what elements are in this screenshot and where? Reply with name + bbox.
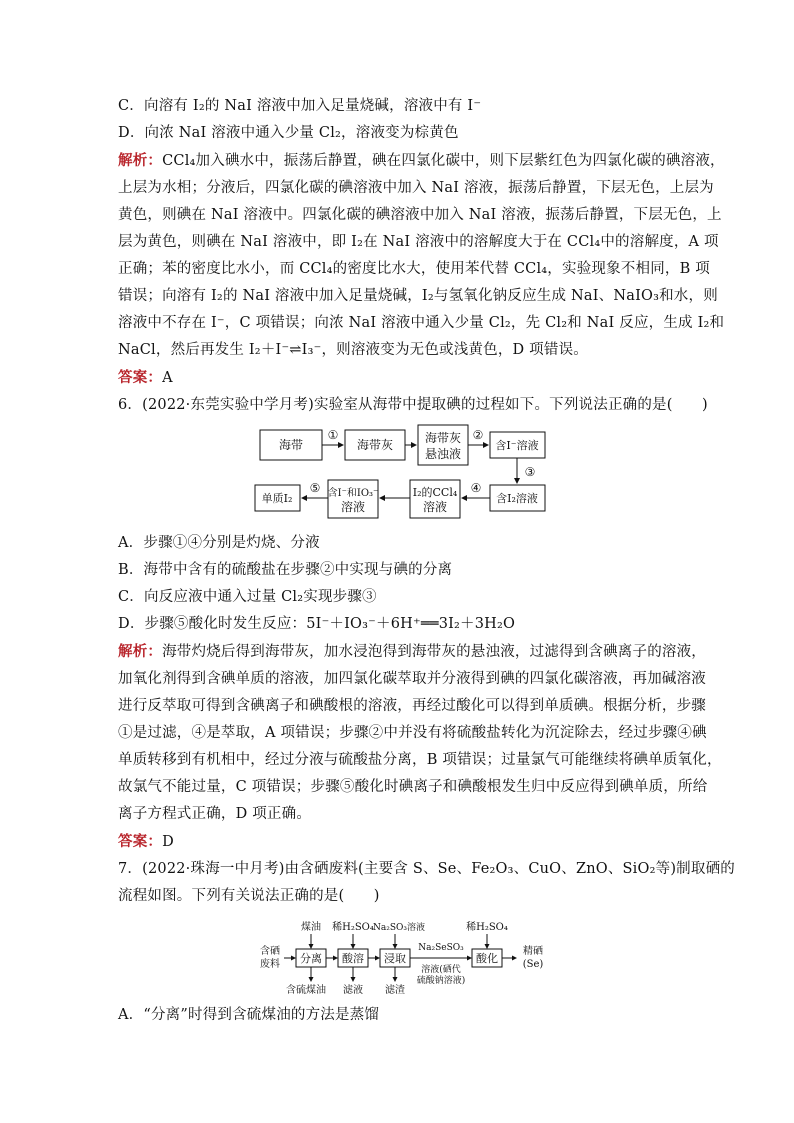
flow-label: 煤油: [301, 922, 321, 933]
analysis-label: 解析：: [118, 643, 163, 660]
q5-analysis-line: 解析：CCl₄加入碘水中，振荡后静置，碘在四氯化碳中，则下层紫红色为四氯化碳的碘溶液，: [118, 152, 725, 169]
flow-step-number: ④: [470, 481, 482, 495]
flow-label: 海带: [278, 438, 304, 452]
flow-label: 废料: [260, 959, 280, 970]
q7-option-a: A．“分离”时得到含硫煤油的方法是蒸馏: [118, 1007, 380, 1023]
flow-label: (Se): [522, 959, 544, 970]
q6-analysis-line: 解析：海带灼烧后得到海带灰，加水浸泡得到海带灰的悬浊液，过滤得到含碘离子的溶液，: [118, 643, 707, 660]
q5-option-d: D．向浓 NaI 溶液中通入少量 Cl₂，溶液变为棕黄色: [118, 125, 459, 141]
q5-analysis-line: 黄色，则碘在 NaI 溶液中。四氯化碳的碘溶液中加入 NaI 溶液，振荡后静置，下层无色，上: [118, 207, 722, 223]
flow-label: 滤渣: [385, 985, 405, 996]
analysis-label: 解析：: [118, 152, 163, 169]
q6-option-d: D．步骤⑤酸化时发生反应：5I⁻＋IO₃⁻＋6H⁺══3I₂＋3H₂O: [118, 616, 516, 632]
q5-answer: 答案：A: [118, 369, 173, 386]
flow-label: 分离: [300, 952, 322, 965]
q5-analysis-line: 层为黄色，则碘在 NaI 溶液中，即 I₂在 NaI 溶液中的溶解度大于在 CCl₄中的溶解度，A 项: [118, 234, 719, 250]
q6-stem: 6．(2022·东莞实验中学月考)实验室从海带中提取碘的过程如下。下列说法正确的是( ): [118, 397, 708, 413]
answer-label: 答案：: [118, 833, 163, 850]
q5-analysis-line: 正确；苯的密度比水小，而 CCl₄的密度比水大，使用苯代替 CCl₄，实验现象不相同，B 项: [118, 261, 710, 277]
flow-label: 酸溶: [342, 952, 364, 965]
flow-step-number: ③: [524, 465, 536, 479]
flow-label: 酸化: [476, 952, 498, 965]
q6-option-c: C．向反应液中通入过量 Cl₂实现步骤③: [118, 589, 377, 605]
flow-label: 海带灰: [424, 431, 462, 445]
q6-analysis-line: 单质转移到有机相中，经过分液与硫酸盐分离，B 项错误；过量氯气可能继续将碘单质氧化，: [118, 752, 722, 768]
flow-label: 溶液: [422, 500, 448, 514]
flow-label: 稀H₂SO₄: [332, 922, 374, 933]
flow-label: 滤液: [343, 985, 363, 996]
flow-label: Na₂SO₃溶液: [372, 923, 426, 933]
flow-label: I₂的CCl₄: [412, 486, 458, 499]
q6-analysis-line: 加氧化剂得到含碘单质的溶液，加四氯化碳萃取并分液得到碘的四氯化碳溶液，再加碱溶液: [118, 671, 706, 687]
q5-analysis-line: 上层为水相；分液后，四氯化碳的碘溶液中加入 NaI 溶液，振荡后静置，下层无色，上层为: [118, 180, 714, 196]
q6-flowchart: [250, 420, 550, 526]
flow-label: 稀H₂SO₄: [466, 922, 508, 933]
flow-step-number: ①: [327, 428, 339, 442]
flow-label: 硫酸钠溶液): [416, 976, 466, 986]
flow-step-number: ②: [472, 428, 484, 442]
flow-label: 含I⁻和IO₃⁻: [327, 488, 379, 499]
q5-analysis-line: NaCl，然后再发生 I₂＋I⁻⇌I₃⁻，则溶液变为无色或浅黄色，D 项错误。: [118, 342, 588, 358]
flow-label: 悬浊液: [424, 447, 462, 461]
q5-analysis-line: 错误；向溶有 I₂的 NaI 溶液中加入足量烧碱，I₂与氢氧化钠反应生成 NaI、NaIO₃和水，则: [118, 288, 718, 304]
flow-label: 含I₂溶液: [496, 492, 538, 505]
answer-label: 答案：: [118, 369, 163, 386]
q6-analysis-line: 进行反萃取可得到含碘离子和碘酸根的溶液，再经过酸化可以得到单质碘。根据分析，步骤: [118, 698, 706, 714]
q6-analysis-line: 离子方程式正确，D 项正确。: [118, 806, 312, 822]
flow-label: 含I⁻溶液: [495, 439, 539, 452]
flow-label: Na₂SeSO₃: [418, 943, 464, 953]
q6-answer: 答案：D: [118, 833, 174, 850]
q7-stem: 流程如图。下列有关说法正确的是( ): [118, 888, 380, 904]
flow-label: 单质I₂: [261, 492, 293, 505]
flow-label: 海带灰: [356, 438, 394, 452]
q7-flowchart: [252, 916, 552, 998]
q6-option-a: A．步骤①④分别是灼烧、分液: [118, 535, 320, 551]
flow-label: 溶液(硒代: [421, 965, 461, 975]
q6-analysis-line: 故氯气不能过量，C 项错误；步骤⑤酸化时碘离子和碘酸根发生归中反应得到碘单质，所给: [118, 779, 708, 795]
q7-stem: 7．(2022·珠海一中月考)由含硒废料(主要含 S、Se、Fe₂O₃、CuO、ZnO、SiO₂等)制取硒的: [118, 861, 735, 877]
flow-step-number: ⑤: [309, 481, 321, 495]
q6-analysis-line: ①是过滤，④是萃取，A 项错误；步骤②中并没有将硫酸盐转化为沉淀除去，经过步骤④碘: [118, 725, 707, 741]
flow-label: 精硒: [523, 946, 543, 957]
q6-option-b: B．海带中含有的硫酸盐在步骤②中实现与碘的分离: [118, 562, 453, 578]
q5-analysis-line: 溶液中不存在 I⁻，C 项错误；向浓 NaI 溶液中通入少量 Cl₂，先 Cl₂和 NaI 反应，生成 I₂和: [118, 315, 725, 331]
flow-label: 溶液: [340, 500, 366, 514]
flow-label: 浸取: [384, 952, 406, 965]
flow-label: 含硫煤油: [286, 985, 326, 996]
flow-label: 含硒: [260, 946, 280, 957]
q5-option-c: C．向溶有 I₂的 NaI 溶液中加入足量烧碱，溶液中有 I⁻: [118, 98, 482, 114]
